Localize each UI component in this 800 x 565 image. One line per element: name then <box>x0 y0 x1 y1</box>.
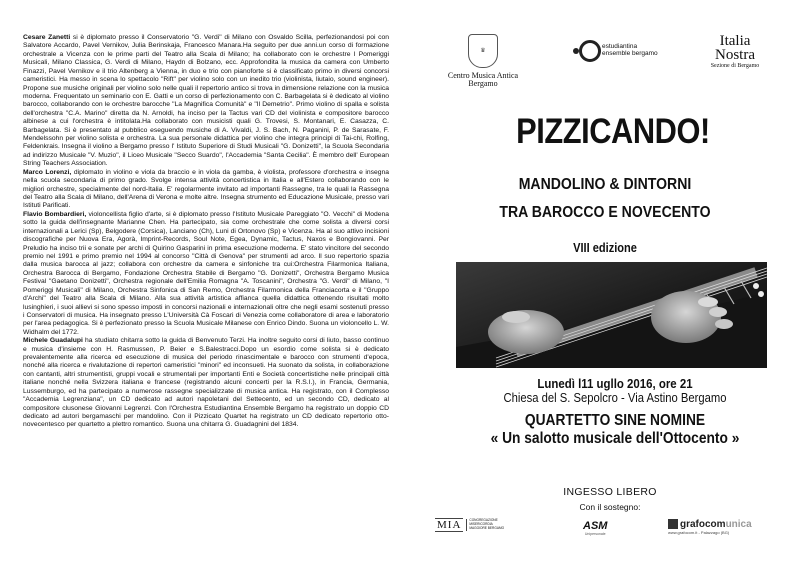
support-label: Con il sostegno: <box>579 502 641 512</box>
estudiantina-mark-icon <box>573 40 599 60</box>
mia-sponsor-logo: MIA CONGREGAZIONE MISERICORDIA MAGGIORE BERGAMO <box>435 518 507 532</box>
ensemble-name: QUARTETTO SINE NOMINE <box>524 412 706 429</box>
bio-marco-lorenzi: Marco Lorenzi, diplomato in violino e viola da braccio e in viola da gamba, è violista, professore d'orchestra e insegna nella scuola secondaria di primo grado. Svolge intensa attività concertistica in Italia e all'Estero collaborando con le migliori orchestre, specialmente del nord-Italia. E' regolarmente invitato ad importanti Rassegne, tra le quali la Rassegna del Teatro alla Scala di Milano, dell'Arena di Verona e molte altre. Insegna strumento ed Educazione Musicale, presso vari Istituti Parificati. <box>23 168 389 210</box>
program-title: « Un salotto musicale dell'Ottocento » <box>490 430 740 447</box>
event-date: Lunedì l11 ugllo 2016, ore 21 <box>537 376 693 391</box>
event-venue: Chiesa del S. Sepolcro - Via Astino Bergamo <box>503 391 727 405</box>
event-title: PIZZICANDO! <box>516 112 710 151</box>
mandolin-hands-image <box>456 262 767 368</box>
estudiantina-logo: estudiantina ensemble bergamo <box>573 40 683 60</box>
mandolin-photo <box>456 262 767 368</box>
biographies-column <box>23 34 389 430</box>
bio-michele-guadalupi: Michele Guadalupi ha studiato chitarra sotto la guida di Benvenuto Terzi. Ha inoltre seguito corsi di liuto, basso continuo e musica d'insieme con H. Rasmussen, P. Beier e S.Balestracci.Dopo un esordio come solista si è dedicato prevalentemente alla ricerca ed esecuzione di musica del periodo rinascimentale e barocco con strumenti d'epoca, nonché alla ricerca e rivalutazione di repertori cameristici "minori" ed inconsueti. Ha suonato da solista, in collaborazione con cantanti, altri strumentisti, gruppi vocali e strumentali per importanti Enti e Società concertistiche nelle principali città italiane nonché nella Svizzera italiana e francese (registrando alcuni concerti per la R.S.I.), in Francia, Germania, Lussemburgo, ed ha partecipato a numerose rassegne specializzate di musica antica. Ha registrato, con il Complesso "Accademia Legrenziana", un CD dedicato ad autori napoletani del Settecento, ed un secondo CD, dedicato al compositore clusonese Giovanni Legrenzi. Con l'Orchestra Estudiantina Ensemble Bergamo ha registrato un doppio CD dedicato ad autori bergamaschi per mandolino. Con il Pizzicato Quartet ha registrato un CD dedicato repertorio otto-novecentesco per quartetto a plettro romantico. Suona una chitarra G. Guadagnini del 1834. <box>23 337 389 429</box>
bio-cesare-zanetti: Cesare Zanetti si è diplomato presso il Conservatorio "G. Verdi" di Milano con Osvaldo Scilla, perfezionandosi poi con Salvatore Accardo, Pavel Vernikov, Julia Berinskaja, Francesco Manara.Ha seguito per due anni.un corso di formazione orchestrale a Vicenza con le prime parti del Teatro alla Scala di Milano; ha collaborato con le orchestre I Pomeriggi Musicali, Milano Classica, G. Verdi di Milano, Haydn di Bolzano, ecc. Approfondita la musica da camera con Umberto Finazzi, Pavel Vernikov e il trio Altenberg a Vienna, in duo e trio con pianoforte si è classificato primo in diversi concorsi cameristici. Ha messo in scena lo spettacolo "Rift" per violino solo con un inedito trio (violinista, liutaio, sound engineer). Propone sue musiche originali per violino solo nelle quali il repertorio antico si trova in dimensione relazione con la musica moderna. Frequentato un seminario con E. Gatti e un corso di perfezionamento con C. Barbagelata si è dedicato al violino barocco, collaborando con le orchestre barocche "La Magnifica Comunità" e "Il Demetrio". Primo violino di spalla e solista dell'orchestra "C.A. Marino" diretta da N. Arnoldi, ha inciso per la Tactus vari CD del violinista e compositore barocco albinese a cui l'orchestra è intitolata.Ha collaborato con musicisti quali G. Trovesi, S. Montanari, E. Casazza, C. Barbagelata. Si è presentato al pubblico eseguendo musiche di A. Vivaldi, J. S. Bach, N. Paganini, P. de Sarasate, F. Mendelssohn per violino solista e orchestra. La sua personale didattica per violino che integra principi di Tai-chi, Rolfing, Feldenkrais. Insegna il violino a Bergamo presso l' Istituto Superiore di Studi Musicali "G. Donizetti", la Scuola Secondaria ad indirizzo Musicale "V. Muzio", il Liceo Musicale "Secco Suardo", l'Accademia "Santa Cecilia". È membro dell' European String Teachers Association. <box>23 34 389 168</box>
poster-column <box>410 0 800 565</box>
italia-nostra-logo: Italia Nostra Sezione di Bergamo <box>710 33 760 69</box>
edition-label: VIII edizione <box>573 240 637 255</box>
event-subtitle-2: TRA BAROCCO E NOVECENTO <box>499 204 711 221</box>
bio-flavio-bombardieri: Flavio Bombardieri, violoncellista figlio d'arte, si è diplomato presso l'Istituto Musicale Pareggiato "O. Vecchi" di Modena sotto la guida dell'insegnante Marianne Chen. Ha partecipato, sia come orchestrale che come solista a diversi corsi internazionali a Lerici (Sp), Belgodere (Corsica), Lanciano (Ch), Luni di Ortonovo (Sp) e Vicenza. Ha al suo attivo incisioni discografiche per Nuova Era, Agorà, Imprint-Records, Soul Note, Egea, Dynamic, Tactus, Naxos e Bongiovanni. Per Preludio ha inciso trii e sonate per archi di Quirino Gasparini in prima esecuzione moderna. E' stato vincitore del secondo premio nel 1991 e primo premio nel 1994 al concorso "Città di Genova" per strumenti ad arco. Il suo repertorio spazia dalla musica barocca al jazz; collabora con orchestre da camera e sinfoniche tra cui:Orchestra Filarmonica Italiana, Orchestra Barocca di Bergamo, Fondazione Orchestra Stabile di Bergamo "G. Donizetti", Orchestra Bergamo Musica Festival "Gaetano Donizetti", Orchestra regionale dell'Emilia Romagna "A. Toscanini", Orchestra "G. Verdi" di Milano, "I Pomeriggi Musicali" di Milano, Orchestra Sinfonica di San Remo, Orchestra Filarmonica della Franciacorta e il "Gruppo d'Archi" del Teatro alla Scala di Milano. Alla sua attività artistica affianca quella didattica ottenendo risultati molto lusinghieri, i suoi allievi si sono spesso imposti in concorsi nazionali e internazionali oltre che negli esami sostenuti presso i Conservatori di musica. Ha insegnato presso L'Università Cà Foscari di Venezia come collaboratore di area e laboratorio per l'area pedagogica. Si è perfezionato presso la Scuola Musicale Milanese con Enrico Dindo. Suona un violoncello L. W. Widhalm del 1772. <box>23 210 389 336</box>
event-subtitle-1: MANDOLINO & DINTORNI <box>518 176 692 193</box>
grafocom-mark-icon <box>668 519 678 529</box>
asm-sponsor-logo: ASM Unipersonale <box>583 520 608 536</box>
entry-info: INGESSO LIBERO <box>563 486 657 498</box>
centro-musica-antica-logo: ♛ Centro Musica Antica Bergamo <box>438 34 528 88</box>
crest-icon: ♛ <box>468 34 498 68</box>
grafocom-sponsor-logo: grafocomunica www.grafocom.it - Palazzago (BG) <box>668 519 752 535</box>
